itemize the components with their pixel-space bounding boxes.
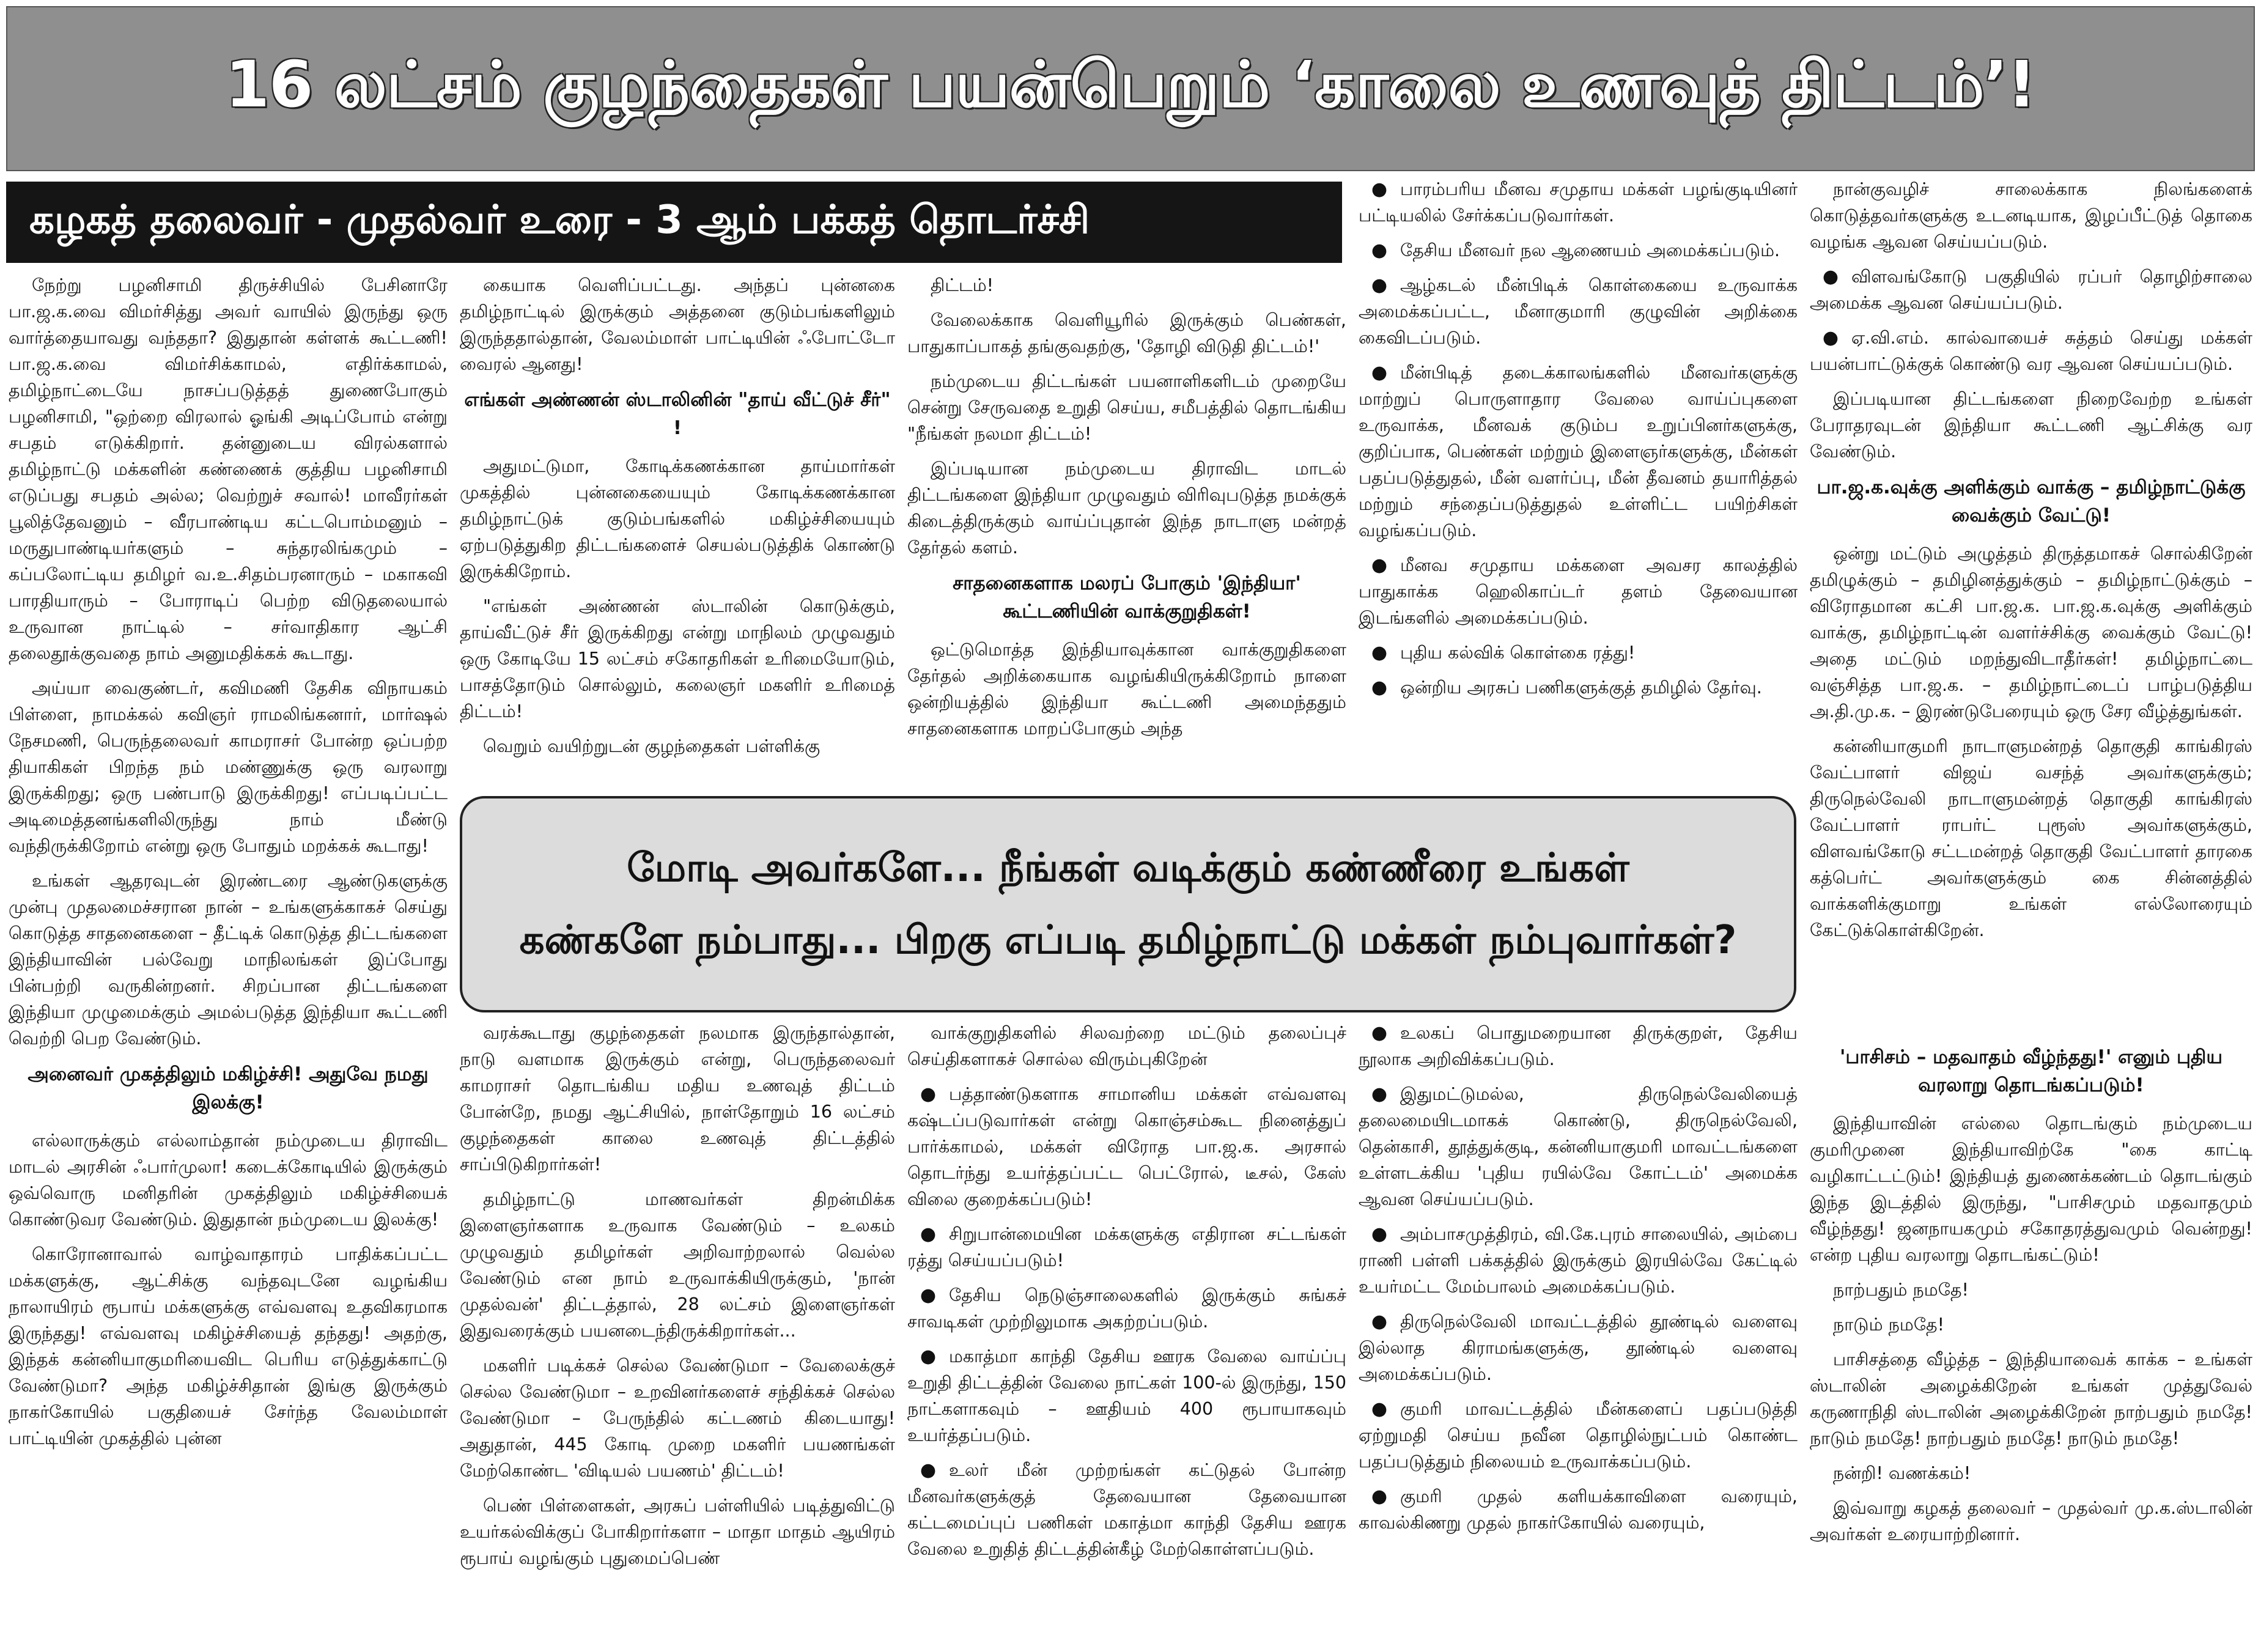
paragraph: அய்யா வைகுண்டர், கவிமணி தேசிக விநாயகம் பிள்ளை, நாமக்கல் கவிஞர் ராமலிங்கனார், மார்ஷல் நேசமணி, பெருந்தலைவர் காமராசர் போன்ற ஒப்பற்ற தியாகிகள் பிறந்த நம் மண்ணுக்கு ஒரு வரலாறு இருக்கிறது; ஒரு பண்பாடு இருக்கிறது! எப்படிப்பட்ட அடிமைத்தனங்களிலிருந்து நாம் மீண்டு வந்திருக்கிறோம் என்று ஒரு போதும் மறக்கக் கூடாது! <box>9 678 448 856</box>
headline: 16 லட்சம் குழந்தைகள் பயன்பெறும் ‘காலை உணவுத் திட்டம்’! <box>225 47 2036 122</box>
paragraph: தமிழ்நாட்டு மாணவர்கள் திறன்மிக்க இளைஞர்களாக உருவாக வேண்டும் – உலகம் முழுவதும் தமிழர்கள் அறிவாற்றலால் வெல்ல வேண்டும் என நாம் உருவாக்கியிருக்கும், 'நான் முதல்வன்' திட்டத்தால், 28 லட்சம் இளைஞர்கள் இதுவரைக்கும் பயனடைந்திருக்கிறார்கள்... <box>460 1189 895 1341</box>
bullet-icon: ● <box>1371 240 1388 261</box>
paragraph: நன்றி! வணக்கம்! <box>1833 1463 1971 1483</box>
bullet-item: ● விளவங்கோடு பகுதியில் ரப்பர் தொழிற்சாலை அமைக்க ஆவன செய்யப்படும். <box>1810 264 2252 316</box>
paragraph: வெறும் வயிற்றுடன் குழந்தைகள் பள்ளிக்கு <box>483 736 821 756</box>
subheadline: கழகத் தலைவர் - முதல்வர் உரை - 3 ஆம் பக்கத் தொடர்ச்சி <box>29 197 1090 243</box>
bullet-icon: ● <box>920 1346 937 1367</box>
bullet-item: ● தேசிய மீனவர் நல ஆணையம் அமைக்கப்படும். <box>1359 237 1798 264</box>
bullet-item: ● மகாத்மா காந்தி தேசிய ஊரக வேலை வாய்ப்பு உறுதி திட்டத்தின் வேலை நாட்கள் 100-ல் இருந்து, 150 நாட்களாகவும் – ஊதியம் 400 ரூபாயாகவும் உயர்த்தப்படும். <box>907 1343 1346 1448</box>
bullet-item: ● தேசிய நெடுஞ்சாலைகளில் இருக்கும் சுங்கச் சாவடிகள் முற்றிலுமாக அகற்றப்படும். <box>907 1282 1346 1335</box>
paragraph: வாக்குறுதிகளில் சிலவற்றை மட்டும் தலைப்புச் செய்திகளாகச் சொல்ல விரும்புகிறேன் <box>907 1023 1346 1069</box>
paragraph: இவ்வாறு கழகத் தலைவர் – முதல்வர் மு.க.ஸ்டாலின் அவர்கள் உரையாற்றினார். <box>1810 1498 2252 1544</box>
paragraph: உங்கள் ஆதரவுடன் இரண்டரை ஆண்டுகளுக்கு முன்பு முதலமைச்சரான நான் – உங்களுக்காகச் செய்து கொடுத்த சாதனைகளை – தீட்டிக் கொடுத்த திட்டங்களை இந்தியாவின் பல்வேறு மாநிலங்கள் இப்போது பின்பற்றி வருகின்றனர். சிறப்பான திட்டங்களை இந்தியா முழுமைக்கும் அமல்படுத்த இந்தியா கூட்டணி வெற்றி பெற வேண்டும். <box>9 871 448 1049</box>
bullet-item: ● பாரம்பரிய மீனவ சமுதாய மக்கள் பழங்குடியினர் பட்டியலில் சேர்க்கப்படுவார்கள். <box>1359 176 1798 229</box>
bullet-icon: ● <box>1371 1022 1388 1044</box>
section-heading: அனைவர் முகத்திலும் மகிழ்ச்சி! அதுவே நமது இலக்கு! <box>28 1063 429 1113</box>
bullet-item: ● குமரி மாவட்டத்தில் மீன்களைப் பதப்படுத்தி ஏற்றுமதி செய்ய நவீன தொழில்நுட்பம் கொண்ட பதப்படுத்தும் நிலையம் உருவாக்கப்படும். <box>1359 1396 1798 1475</box>
bullet-item: ● புதிய கல்விக் கொள்கை ரத்து! <box>1359 640 1798 666</box>
bullet-icon: ● <box>920 1223 937 1245</box>
bullet-icon: ● <box>920 1083 937 1105</box>
paragraph: இப்படியான திட்டங்களை நிறைவேற்ற உங்கள் பேராதரவுடன் இந்தியா கூட்டணி ஆட்சிக்கு வர வேண்டும். <box>1810 389 2252 462</box>
bullet-icon: ● <box>920 1459 937 1481</box>
bullet-item: ● மீன்பிடித் தடைக்காலங்களில் மீனவர்களுக்கு மாற்றுப் பொருளாதார வேலை வாய்ப்புகளை உருவாக்க, மீனவக் குடும்ப உறுப்பினர்களுக்கு, குறிப்பாக, பெண்கள் மற்றும் இளைஞர்களுக்கு, மீன்கள் பதப்படுத்துதல், மீன் வளர்ப்பு, மீன் தீவனம் தயாரித்தல் மற்றும் சந்தைப்படுத்துதல் உள்ளிட்ட பயிற்சிகள் வழங்கப்படும். <box>1359 360 1798 544</box>
paragraph: நம்முடைய திட்டங்கள் பயனாளிகளிடம் முறையே சென்று சேருவதை உறுதி செய்ய, சமீபத்தில் தொடங்கிய "நீங்கள் நலமா திட்டம்! <box>907 371 1346 444</box>
column-6 <box>460 1020 895 1650</box>
bullet-icon: ● <box>1822 266 1839 287</box>
bullet-item: ● ஆழ்கடல் மீன்பிடிக் கொள்கையை உருவாக்க அமைக்கப்பட்ட, மீனாகுமாரி குழுவின் அறிக்கை கைவிடப்படும். <box>1359 272 1798 351</box>
paragraph: எல்லாருக்கும் எல்லாம்தான் நம்முடைய திராவிட மாடல் அரசின் ஃபார்முலா! கடைக்கோடியில் இருக்கும் ஒவ்வொரு மனிதரின் முகத்திலும் மகிழ்ச்சியைக் கொண்டுவர வேண்டும். இதுதான் நம்முடைய இலக்கு! <box>9 1130 448 1230</box>
bullet-icon: ● <box>1371 179 1388 200</box>
bullet-item: ● உலகப் பொதுமறையான திருக்குறள், தேசிய நூலாக அறிவிக்கப்படும். <box>1359 1020 1798 1072</box>
bullet-icon: ● <box>1371 275 1388 296</box>
column-3 <box>907 272 1346 789</box>
bullet-item: ● திருநெல்வேலி மாவட்டத்தில் தூண்டில் வளைவு இல்லாத கிராமங்களுக்கு, தூண்டில் வளைவு அமைக்கப்படும். <box>1359 1308 1798 1387</box>
paragraph: "எங்கள் அண்ணன் ஸ்டாலின் கொடுக்கும், தாய்வீட்டுச் சீர் இருக்கிறது என்று மாநிலம் முழுவதும் ஒரு கோடியே 15 லட்சம் சகோதரிகள் உரிமையோடும், பாசத்தோடும் சொல்லும், கலைஞர் மகளிர் உரிமைத் திட்டம்! <box>460 596 895 721</box>
bullet-icon: ● <box>1822 327 1839 348</box>
bullet-icon: ● <box>1371 362 1388 383</box>
bullet-item: ● குமரி முதல் களியக்காவிளை வரையும், காவல்கிணறு முதல் நாகர்கோயில் வரையும், <box>1359 1483 1798 1536</box>
callout-box <box>460 796 1796 1012</box>
paragraph: நாடும் நமதே! <box>1833 1315 1945 1335</box>
bullet-icon: ● <box>920 1285 937 1306</box>
bullet-item: ● இதுமட்டுமல்ல, திருநெல்வேலியைத் தலைமையிடமாகக் கொண்டு, திருநெல்வேலி, தென்காசி, தூத்துக்குடி, கன்னியாகுமரி மாவட்டங்களை உள்ளடக்கிய 'புதிய ரயில்வே கோட்டம்' அமைக்க ஆவன செய்யப்படும். <box>1359 1081 1798 1212</box>
section-heading: சாதனைகளாக மலரப் போகும் 'இந்தியா' கூட்டணியின் வாக்குறுதிகள்! <box>953 572 1301 622</box>
column-9 <box>1810 1039 2252 1650</box>
bullet-icon: ● <box>1371 1223 1388 1245</box>
section-heading: பா.ஜ.க.வுக்கு அளிக்கும் வாக்கு – தமிழ்நாட்டுக்கு வைக்கும் வேட்டு! <box>1817 476 2246 526</box>
paragraph: கையாக வெளிப்பட்டது. அந்தப் புன்னகை தமிழ்நாட்டில் இருக்கும் அத்தனை குடும்பங்களிலும் இருந்ததால்தான், வேலம்மாள் பாட்டியின் ஃபோட்டோ வைரல் ஆனது! <box>460 275 895 374</box>
section-heading: 'பாசிசம் – மதவாதம் வீழ்ந்தது!' எனும் புதிய வரலாறு தொடங்கப்படும்! <box>1839 1046 2223 1096</box>
column-4 <box>1359 176 1798 789</box>
bullet-icon: ● <box>1371 642 1388 663</box>
column-8 <box>1359 1020 1798 1650</box>
paragraph: மகளிர் படிக்கச் செல்ல வேண்டுமா – வேலைக்குச் செல்ல வேண்டுமா – உறவினர்களைச் சந்திக்கச் செல்ல வேண்டுமா – பேருந்தில் கட்டணம் கிடையாது! அதுதான், 445 கோடி முறை மகளிர் பயணங்கள் மேற்கொண்ட 'விடியல் பயணம்' திட்டம்! <box>460 1355 895 1481</box>
bullet-item: ● அம்பாசமுத்திரம், வி.கே.புரம் சாலையில், அம்பை ராணி பள்ளி பக்கத்தில் இருக்கும் இரயில்வே கேட்டில் உயர்மட்ட மேம்பாலம் அமைக்கப்படும். <box>1359 1221 1798 1300</box>
paragraph: வேலைக்காக வெளியூரில் இருக்கும் பெண்கள், பாதுகாப்பாகத் தங்குவதற்கு, 'தோழி விடுதி திட்டம்!' <box>907 310 1346 356</box>
section-heading: எங்கள் அண்ணன் ஸ்டாலினின் "தாய் வீட்டுச் சீர்" ! <box>464 389 891 439</box>
paragraph: கொரோனாவால் வாழ்வாதாரம் பாதிக்கப்பட்ட மக்களுக்கு, ஆட்சிக்கு வந்தவுடனே வழங்கிய நாலாயிரம் ரூபாய் மக்களுக்கு எவ்வளவு உதவிகரமாக இருந்தது! எவ்வளவு மகிழ்ச்சியைத் தந்தது! அதற்கு, இந்தக் கன்னியாகுமரியைவிட பெரிய எடுத்துக்காட்டு வேண்டுமா? அந்த மகிழ்ச்சிதான் இங்கு இருக்கும் நாகர்கோயில் பகுதியைச் சேர்ந்த வேலம்மாள் பாட்டியின் முகத்தில் புன்ன <box>9 1244 448 1448</box>
headline-banner <box>6 6 2255 171</box>
bullet-item: ● உலர் மீன் முற்றங்கள் கட்டுதல் போன்ற மீனவர்களுக்குத் தேவையான தேவையான கட்டமைப்புப் பணிகள் மகாத்மா காந்தி தேசிய ஊரக வேலை உறுதித் திட்டத்தின்கீழ் மேற்கொள்ளப்படும். <box>907 1457 1346 1562</box>
paragraph: அதுமட்டுமா, கோடிக்கணக்கான தாய்மார்கள் முகத்தில் புன்னகையையும் கோடிக்கணக்கான தமிழ்நாட்டுக் குடும்பங்களில் மகிழ்ச்சியையும் ஏற்படுத்துகிற திட்டங்களைச் செயல்படுத்திக் கொண்டு இருக்கிறோம். <box>460 456 895 581</box>
paragraph: வரக்கூடாது குழந்தைகள் நலமாக இருந்தால்தான், நாடு வளமாக இருக்கும் என்று, பெருந்தலைவர் காமராசர் தொடங்கிய மதிய உணவுத் திட்டம் போன்றே, நமது ஆட்சியில், நாள்தோறும் 16 லட்சம் குழந்தைகள் காலை உணவுத் திட்டத்தில் சாப்பிடுகிறார்கள்! <box>460 1023 895 1174</box>
bullet-icon: ● <box>1371 555 1388 576</box>
paragraph: நேற்று பழனிசாமி திருச்சியில் பேசினாரே பா.ஜ.க.வை விமர்சித்து அவர் வாயில் இருந்து ஒரு வார்த்தையாவது வந்ததா? இதுதான் கள்ளக் கூட்டணி! பா.ஜ.க.வை விமர்சிக்காமல், எதிர்க்காமல், தமிழ்நாட்டையே நாசப்படுத்தத் துணைபோகும் பழனிசாமி, "ஒற்றை விரலால் ஓங்கி அடிப்போம் என்று சபதம் எடுக்கிறார். தன்னுடைய விரல்களால் தமிழ்நாட்டு மக்களின் கண்ணைக் குத்திய பழனிசாமி எடுப்பது சபதம் அல்ல; வெற்றுச் சவால்! மாவீரர்கள் பூலித்தேவனும் – வீரபாண்டிய கட்டபொம்மனும் – மருதுபாண்டியர்களும் – சுந்தரலிங்கமும் – கப்பலோட்டிய தமிழர் வ.உ.சிதம்பரனாரும் – மகாகவி பாரதியாரும் – போராடிப் பெற்ற விடுதலையால் உருவான நாட்டில் – சர்வாதிகார ஆட்சி தலைதூக்குவதை நாம் அனுமதிக்கக் கூடாது. <box>9 275 448 663</box>
bullet-icon: ● <box>1371 1083 1388 1105</box>
column-2 <box>460 272 895 789</box>
callout-line: கண்களே நம்பாது... பிறகு எப்படி தமிழ்நாட்டு மக்கள் நம்புவார்கள்? <box>519 918 1737 963</box>
bullet-icon: ● <box>1371 1311 1388 1332</box>
bullet-item: ● பத்தாண்டுகளாக சாமானிய மக்கள் எவ்வளவு கஷ்டப்படுவார்கள் என்று கொஞ்சம்கூட நினைத்துப் பார்க்காமல், மக்கள் விரோத பா.ஜ.க. அரசால் தொடர்ந்து உயர்த்தப்பட்ட பெட்ரோல், டீசல், கேஸ் விலை குறைக்கப்படும்! <box>907 1081 1346 1212</box>
paragraph: நாற்பதும் நமதே! <box>1833 1280 1969 1300</box>
paragraph: இந்தியாவின் எல்லை தொடங்கும் நம்முடைய குமரிமுனை இந்தியாவிற்கே "கை காட்டி வழிகாட்டட்டும்! இந்தியத் துணைக்கண்டம் தொடங்கும் இந்த இடத்தில் இருந்து, "பாசிசமும் மதவாதமும் வீழ்ந்தது! ஜனநாயகமும் சகோதரத்துவமும் வென்றது! என்ற புதிய வரலாறு தொடங்கட்டும்! <box>1810 1113 2252 1265</box>
column-1 <box>9 272 448 1648</box>
bullet-item: ● ஒன்றிய அரசுப் பணிகளுக்குத் தமிழில் தேர்வு. <box>1359 674 1798 701</box>
subheadline-banner <box>6 182 1342 263</box>
bullet-item: ● மீனவ சமுதாய மக்களை அவசர காலத்தில் பாதுகாக்க ஹெலிகாப்டர் தளம் தேவையான இடங்களில் அமைக்கப்படும். <box>1359 552 1798 631</box>
paragraph: ஒட்டுமொத்த இந்தியாவுக்கான வாக்குறுதிகளை தேர்தல் அறிக்கையாக வழங்கியிருக்கிறோம் நாளை ஒன்றியத்தில் இந்தியா கூட்டணி அமைந்ததும் சாதனைகளாக மாறப்போகும் அந்த <box>907 640 1346 739</box>
paragraph: கன்னியாகுமரி நாடாளுமன்றத் தொகுதி காங்கிரஸ் வேட்பாளர் விஜய் வசந்த் அவர்களுக்கும்; திருநெல்வேலி நாடாளுமன்றத் தொகுதி காங்கிரஸ் வேட்பாளர் ராபர்ட் புரூஸ் அவர்களுக்கும், விளவங்கோடு சட்டமன்றத் தொகுதி வேட்பாளர் தாரகை கத்பெர்ட் அவர்களுக்கும் கை சின்னத்தில் வாக்களிக்குமாறு உங்கள் எல்லோரையும் கேட்டுக்கொள்கிறேன். <box>1810 736 2252 940</box>
paragraph: பாசிசத்தை வீழ்த்த – இந்தியாவைக் காக்க – உங்கள் ஸ்டாலின் அழைக்கிறேன் உங்கள் முத்துவேல் கருணாநிதி ஸ்டாலின் அழைக்கிறேன் நாற்பதும் நமதே! நாடும் நமதே! நாற்பதும் நமதே! நாடும் நமதே! <box>1810 1349 2252 1448</box>
bullet-icon: ● <box>1371 1486 1388 1507</box>
paragraph: பெண் பிள்ளைகள், அரசுப் பள்ளியில் படித்துவிட்டு உயர்கல்விக்குப் போகிறார்களா – மாதா மாதம் ஆயிரம் ரூபாய் வழங்கும் புதுமைப்பெண் <box>460 1495 895 1568</box>
bullet-icon: ● <box>1371 1398 1388 1420</box>
bullet-item: ● சிறுபான்மையின மக்களுக்கு எதிரான சட்டங்கள் ரத்து செய்யப்படும்! <box>907 1221 1346 1274</box>
callout-line: மோடி அவர்களே... நீங்கள் வடிக்கும் கண்ணீரை உங்கள் <box>627 846 1629 891</box>
bullet-item: ● ஏ.வி.எம். கால்வாயைச் சுத்தம் செய்து மக்கள் பயன்பாட்டுக்குக் கொண்டு வர ஆவன செய்யப்படும். <box>1810 325 2252 377</box>
paragraph: நான்குவழிச் சாலைக்காக நிலங்களைக் கொடுத்தவர்களுக்கு உடனடியாக, இழப்பீட்டுத் தொகை வழங்க ஆவன செய்யப்படும். <box>1810 179 2252 252</box>
paragraph: இப்படியான நம்முடைய திராவிட மாடல் திட்டங்களை இந்தியா முழுவதும் விரிவுபடுத்த நமக்குக் கிடைத்திருக்கும் வாய்ப்புதான் இந்த நாடாளு மன்றத் தேர்தல் களம். <box>907 459 1346 558</box>
paragraph: திட்டம்! <box>931 275 994 295</box>
paragraph: ஒன்று மட்டும் அழுத்தம் திருத்தமாகச் சொல்கிறேன் தமிழுக்கும் – தமிழினத்துக்கும் – தமிழ்நாட்டுக்கும் – விரோதமான கட்சி பா.ஜ.க. பா.ஜ.க.வுக்கு அளிக்கும் வாக்கு, தமிழ்நாட்டின் வளர்ச்சிக்கு வைக்கும் வேட்டு! அதை மட்டும் மறந்துவிடாதீர்கள்! தமிழ்நாட்டை வஞ்சித்த பா.ஜ.க. – தமிழ்நாட்டைப் பாழ்படுத்திய அ.தி.மு.க. – இரண்டுபேரையும் ஒரு சேர வீழ்த்துங்கள். <box>1810 544 2252 721</box>
column-7 <box>907 1020 1346 1650</box>
bullet-icon: ● <box>1371 677 1388 698</box>
